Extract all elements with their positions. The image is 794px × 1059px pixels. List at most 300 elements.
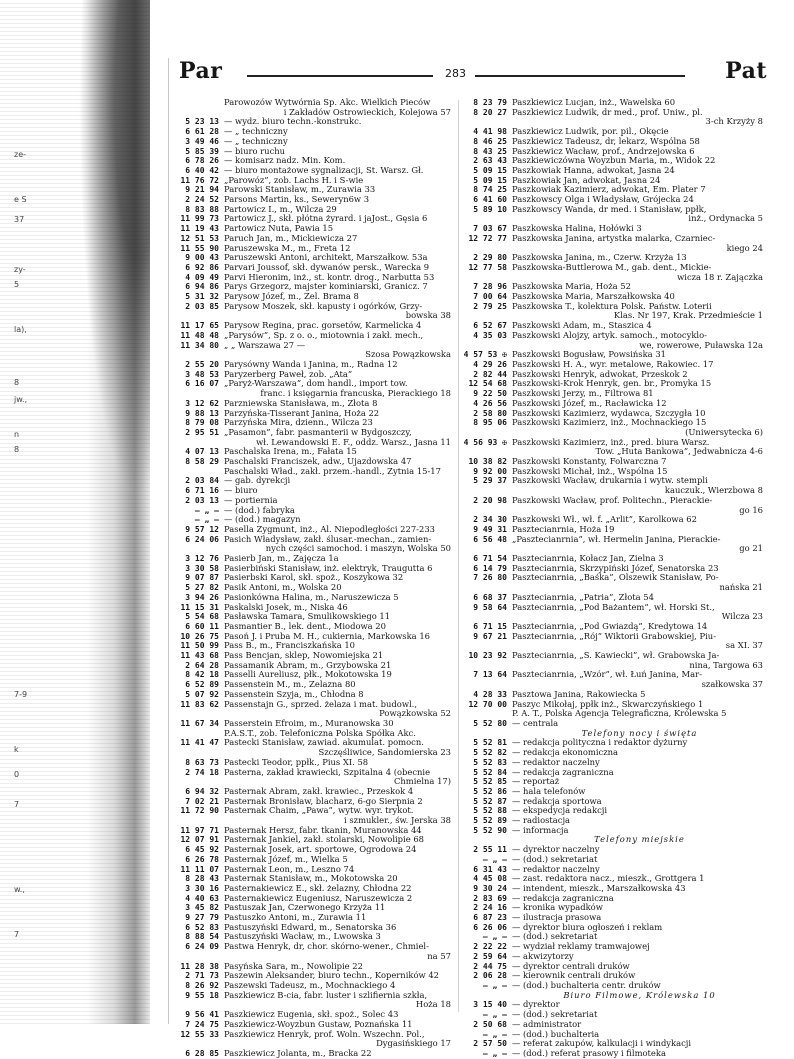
phone-number: 7 26 80 — [473, 573, 507, 583]
phone-number: 9 49 31 — [473, 524, 507, 534]
entry-text: „Parowóz”, zob. Lachs H. i S-wie — [224, 175, 364, 185]
directory-entry — [463, 214, 767, 224]
directory-entry — [463, 389, 767, 399]
directory-entry — [463, 787, 767, 797]
phone-number: 6 52 67 — [473, 321, 507, 331]
entry-continuation: (Uniwersytecka 6) — [685, 427, 763, 437]
phone-number: 5 54 68 — [185, 612, 219, 622]
directory-entry — [463, 302, 767, 312]
phone-number — [175, 438, 224, 448]
directory-entry — [175, 709, 455, 719]
entry-text: — ilustracja prasowa — [512, 913, 602, 923]
phone-number: 8 58 29 — [185, 457, 219, 467]
phone-number: 6 24 06 — [185, 534, 219, 544]
entry-text: Pasternakiewicz E., skł. żelazny, Chłodna 22 — [224, 883, 412, 893]
directory-entry — [175, 884, 455, 894]
entry-text: Paszkowski Kazimierz, wydawca, Szczygła 10 — [512, 408, 706, 418]
phone-number: 6 52 89 — [185, 680, 219, 690]
directory-entry — [175, 923, 455, 933]
phone-number: 2 79 25 — [473, 301, 507, 311]
right-column — [463, 98, 767, 1059]
directory-entry — [463, 234, 767, 244]
entry-text: „Parysów”, Sp. z o. o., miotownia i zakł. mech., — [224, 330, 424, 340]
entry-text: — biuro montażowe sygnalizacji, St. Warsz. Gł. — [224, 165, 424, 175]
phone-number: 11 41 47 — [180, 738, 219, 748]
entry-text: Pasternak Jankiel, zakł. stolarski, Nowolipie 68 — [224, 835, 424, 845]
directory-entry — [175, 457, 455, 467]
binding-mark: 7 — [14, 800, 20, 809]
book-binding-edge — [0, 0, 150, 1024]
entry-text: — redaktor naczelny — [512, 864, 600, 874]
directory-entry — [463, 156, 767, 166]
directory-entry — [175, 729, 455, 739]
entry-text: Paszkiewicz Lucjan, inż., Wawelska 60 — [512, 98, 676, 107]
directory-entry — [175, 748, 455, 758]
phone-number: 10 23 92 — [468, 651, 507, 661]
entry-continuation: Chmielna 17) — [393, 777, 451, 787]
header-left-guide: Par — [179, 58, 223, 84]
section-heading-row — [463, 729, 767, 739]
phone-number: 12 51 53 — [180, 233, 219, 243]
phone-number — [463, 544, 512, 554]
directory-entry — [175, 971, 455, 981]
directory-entry — [175, 1039, 455, 1049]
directory-entry — [463, 467, 767, 477]
phone-number — [463, 835, 512, 845]
phone-number: 4 57 53 ✠ — [463, 350, 507, 360]
directory-entry — [175, 302, 455, 312]
entry-text: Paschalski Wład., zakł. przem.-handl., Żytnia 15-17 — [224, 466, 441, 476]
phone-number — [175, 777, 224, 787]
phone-number: — „ — — [194, 505, 219, 515]
entry-text: „Pasztecianrnia”, wł. Hermelin Janina, Pierackie- — [512, 534, 721, 544]
phone-number — [175, 389, 224, 399]
directory-entry — [463, 632, 767, 642]
phone-number: 6 61 28 — [185, 127, 219, 137]
left-column — [175, 98, 455, 1059]
directory-entry — [463, 350, 767, 360]
directory-entry — [463, 224, 767, 234]
phone-number: 7 24 75 — [185, 1019, 219, 1029]
phone-number — [463, 273, 512, 283]
page-number: 283 — [445, 67, 466, 80]
phone-number — [175, 544, 224, 554]
entry-text: Paszkiewicz Jolanta, m., Bracka 22 — [224, 1048, 372, 1058]
directory-entry — [175, 700, 455, 710]
phone-number: 9 88 13 — [185, 408, 219, 418]
directory-entry — [175, 447, 455, 457]
directory-entry — [463, 506, 767, 516]
entry-text: Paschalska Irena, m., Fałata 15 — [224, 447, 357, 457]
entry-text: Paszkowski Józef, m., Racławicka 12 — [512, 398, 667, 408]
entry-text: Pasztecianrnia, „Baśka”, Olszewik Stanisław, Po- — [512, 573, 719, 583]
phone-number: 6 28 85 — [185, 1048, 219, 1058]
directory-entry — [175, 816, 455, 826]
binding-mark: zy- — [14, 265, 26, 274]
phone-number: — „ — — [482, 1010, 507, 1020]
phone-number: 11 19 43 — [180, 224, 219, 234]
entry-continuation: wicza 18 r. Zajączka — [677, 272, 763, 282]
directory-entry — [175, 253, 455, 263]
entry-text: Parsons Martin, ks., Seweryn6w 3 — [224, 195, 370, 205]
directory-entry — [175, 156, 455, 166]
phone-number: 4 26 56 — [473, 398, 507, 408]
entry-text: Paszkowski Wacław, prof. Politechn., Pierackie- — [512, 495, 713, 505]
entry-text: Pasławska Tamara, Smulikowskiego 11 — [224, 612, 391, 622]
entry-text: Parysow Moszek, skł. kapusty i ogórków, Grzy- — [224, 301, 423, 311]
directory-entry — [175, 137, 455, 147]
entry-text: Pastuszyński Edward, m., Senatorska 36 — [224, 922, 397, 932]
phone-number: 10 38 82 — [468, 457, 507, 467]
phone-number: 2 44 75 — [473, 961, 507, 971]
phone-number: 5 52 83 — [473, 757, 507, 767]
directory-entry — [175, 486, 455, 496]
entry-text: Pasztecianrnia, Kołacz Jan, Zielna 3 — [512, 554, 664, 564]
phone-number — [463, 583, 512, 593]
phone-number: 2 55 11 — [473, 845, 507, 855]
entry-continuation: Klas. Nr 197, Krak. Przedmieście 1 — [613, 311, 763, 321]
directory-entry — [463, 932, 767, 942]
entry-text: — (dod.) magazyn — [224, 515, 301, 525]
phone-number: 5 09 15 — [473, 175, 507, 185]
entry-text: — informacja — [512, 825, 569, 835]
section-heading: Telefony nocy i święta — [581, 728, 698, 738]
directory-entry — [463, 321, 767, 331]
entry-text: — „ techniczny — [224, 127, 288, 137]
phone-number: 9 92 00 — [473, 466, 507, 476]
entry-text: Pass B., m., Franciszkańska 10 — [224, 641, 356, 651]
phone-number: 2 06 28 — [473, 971, 507, 981]
phone-number: 2 20 98 — [473, 495, 507, 505]
phone-number: 5 89 10 — [473, 204, 507, 214]
entry-text: — administrator — [512, 1019, 582, 1029]
entry-continuation: na 57 — [427, 951, 451, 961]
directory-entry — [463, 253, 767, 263]
directory-entry — [175, 826, 455, 836]
directory-entry — [463, 826, 767, 836]
directory-entry — [175, 185, 455, 195]
directory-entry — [463, 1010, 767, 1020]
entry-text: Paszkowski Adam, m., Staszica 4 — [512, 321, 652, 331]
entry-text: — centrala — [512, 719, 559, 728]
directory-entry — [175, 1049, 455, 1059]
entry-text: Partowicz Nuta, Pawia 15 — [224, 224, 334, 234]
phone-number: 11 72 90 — [180, 806, 219, 816]
entry-continuation: nańska 21 — [719, 583, 763, 593]
phone-number: 5 31 32 — [185, 292, 219, 302]
directory-entry — [175, 855, 455, 865]
phone-number: 7 02 21 — [185, 796, 219, 806]
directory-entry — [175, 389, 455, 399]
phone-number: 11 76 72 — [180, 175, 219, 185]
directory-entry — [463, 748, 767, 758]
entry-text: Passelli Aureliusz, płk., Mokotowska 19 — [224, 670, 392, 680]
binding-mark: n — [14, 430, 20, 439]
entry-text: Paszkiewicz-Woyzbun Gustaw, Poznańska 11 — [224, 1019, 413, 1029]
phone-number: 11 67 34 — [180, 719, 219, 728]
phone-number: 8 43 25 — [473, 146, 507, 156]
phone-number: 7 03 67 — [473, 224, 507, 234]
directory-entry — [175, 593, 455, 603]
binding-mark: jw., — [14, 395, 28, 404]
entry-text: Pastecki Teodor, ppłk., Pius XI. 58 — [224, 757, 369, 767]
phone-number: 4 40 63 — [185, 893, 219, 903]
entry-text: Paszkowiak Kazimierz, adwokat, Em. Plater 7 — [512, 185, 706, 195]
phone-number: 5 52 88 — [473, 806, 507, 816]
phone-number: 3 12 62 — [185, 398, 219, 408]
entry-text: — gab. dyrekcji — [224, 476, 291, 486]
directory-entry — [175, 544, 455, 554]
directory-entry — [175, 690, 455, 700]
phone-number: 3 30 16 — [185, 883, 219, 893]
directory-entry — [175, 331, 455, 341]
directory-entry — [463, 738, 767, 748]
phone-number — [175, 816, 224, 826]
directory-entry — [463, 962, 767, 972]
binding-mark: 8 — [14, 378, 20, 387]
directory-entry — [175, 525, 455, 535]
entry-text: — (dod.) fabryka — [224, 505, 295, 515]
entry-text: Paszkiewicz Ludwik, por. pil., Okęcie — [512, 127, 669, 137]
entry-text: „ „ Warszawa 27 — — [224, 340, 306, 350]
directory-entry — [175, 311, 455, 321]
phone-number — [175, 729, 224, 739]
entry-continuation: Szosa Powązkowska — [365, 350, 451, 360]
directory-entry — [175, 651, 455, 661]
directory-entry — [175, 865, 455, 875]
phone-number: 9 67 21 — [473, 631, 507, 641]
directory-entry — [463, 176, 767, 186]
phone-number: 9 00 43 — [185, 253, 219, 263]
entry-text: Pasich Władysław, zakł. ślusar.-mechan., zamien- — [224, 534, 432, 544]
phone-number: 12 72 77 — [468, 233, 507, 243]
entry-text: — komisarz nadz. Min. Kom. — [224, 156, 346, 166]
phone-number: 11 28 38 — [180, 961, 219, 971]
entry-text: Pastuszyński Wacław, m., Lwowska 3 — [224, 932, 381, 942]
phone-number — [463, 506, 512, 516]
directory-entry — [175, 428, 455, 438]
directory-entry — [175, 1030, 455, 1040]
directory-entry — [175, 127, 455, 137]
directory-entry — [463, 612, 767, 622]
binding-mark: 37 — [14, 215, 25, 224]
directory-entry — [463, 865, 767, 875]
phone-number: 2 64 28 — [185, 660, 219, 670]
phone-number — [463, 486, 512, 496]
phone-number — [175, 748, 224, 758]
directory-entry — [463, 525, 767, 535]
directory-entry — [463, 195, 767, 205]
directory-entry — [463, 641, 767, 651]
directory-entry — [175, 952, 455, 962]
directory-entry — [463, 535, 767, 545]
phone-number: 3 94 26 — [185, 592, 219, 602]
entry-text: Pasztecianrnia, „Patria”, Złota 54 — [512, 592, 654, 602]
directory-entry — [463, 1049, 767, 1059]
directory-entry — [463, 894, 767, 904]
entry-text: Pastecki Stanisław, zawiad. akumulat. pomocn. — [224, 738, 424, 748]
entry-text: Paszkowiak Jan, adwokat, Jasna 24 — [512, 175, 661, 185]
directory-entry — [175, 583, 455, 593]
directory-entry — [175, 1020, 455, 1030]
directory-entry — [463, 661, 767, 671]
directory-entry — [175, 942, 455, 952]
phone-number: 3 48 53 — [185, 369, 219, 379]
directory-entry — [175, 205, 455, 215]
header-rule-right — [475, 75, 685, 77]
entry-continuation: inż., Ordynacka 5 — [688, 214, 763, 224]
directory-entry — [463, 1030, 767, 1040]
phone-number: 2 57 50 — [473, 1039, 507, 1049]
directory-entry — [175, 768, 455, 778]
phone-number: 5 07 92 — [185, 689, 219, 699]
directory-entry — [175, 787, 455, 797]
directory-entry — [175, 224, 455, 234]
phone-number: 7 28 96 — [473, 282, 507, 292]
phone-number — [463, 447, 512, 457]
directory-entry — [175, 680, 455, 690]
entry-text: — intendent, mieszk., Marszałkowska 43 — [512, 883, 686, 893]
directory-entry — [175, 166, 455, 176]
phone-number: 6 40 42 — [185, 165, 219, 175]
directory-entry — [175, 670, 455, 680]
phone-number: 9 58 64 — [473, 602, 507, 612]
entry-text: — (dod.) buchalteria — [512, 1029, 600, 1039]
entry-text: Pasternak Stanisław, m., Mokotowska 20 — [224, 874, 398, 884]
directory-entry — [463, 622, 767, 632]
entry-text: „Paryż-Warszawa”, dom handl., import tow. — [224, 379, 408, 389]
directory-entry — [175, 341, 455, 351]
directory-entry — [175, 195, 455, 205]
phone-number — [175, 350, 224, 360]
entry-text: — radiostacja — [512, 816, 571, 826]
phone-number: 5 23 13 — [185, 117, 219, 127]
phone-number: 4 09 49 — [185, 272, 219, 282]
entry-text: Paszkowska-Buttlerowa M., gab. dent., Mickie- — [512, 262, 712, 272]
entry-text: Parowozów Wytwórnia Sp. Akc. Wielkich Pieców — [224, 98, 431, 107]
phone-number: 11 48 48 — [180, 330, 219, 340]
directory-entry — [175, 603, 455, 613]
phone-number — [463, 991, 512, 1001]
phone-number: 12 54 68 — [468, 379, 507, 389]
phone-number: — „ — — [482, 854, 507, 864]
directory-entry — [463, 1000, 767, 1010]
directory-entry — [175, 622, 455, 632]
phone-number: 11 97 71 — [180, 825, 219, 835]
phone-number: 2 74 18 — [185, 767, 219, 777]
phone-number: 12 70 00 — [468, 699, 507, 709]
entry-text: Pasierbiński Stanisław, inż. elektryk, Traugutta 6 — [224, 563, 433, 573]
phone-number: 5 52 84 — [473, 767, 507, 777]
entry-text: Passenstajn G., sprzed. żelaza i mat. budowl., — [224, 699, 418, 709]
entry-text: Paszkiewicz Wacław, prof., Andrzejowska 6 — [512, 146, 695, 156]
entry-text: Parowski Stanisław, m., Żurawia 33 — [224, 185, 376, 195]
binding-mark: w., — [14, 885, 25, 894]
directory-entry — [175, 467, 455, 477]
entry-text: P. A. T., Polska Agencja Telegraficzna, Królewska 5 — [512, 709, 727, 719]
entry-text: Paszkowski Bogusław, Powsińska 31 — [512, 350, 666, 360]
directory-entry — [175, 632, 455, 642]
phone-number: 2 58 80 — [473, 408, 507, 418]
entry-text: Paszkowscy Wanda, dr med. i Stanisław, ppłk, — [512, 204, 707, 214]
phone-number — [175, 108, 224, 118]
phone-number: 6 87 23 — [473, 913, 507, 923]
entry-text: Parysow Józef, m., Żel. Brama 8 — [224, 292, 359, 302]
entry-continuation: kauczuk., Wierzbowa 8 — [664, 486, 763, 496]
entry-text: Pasternakiewicz Eugeniusz, Naruszewicza 2 — [224, 893, 413, 903]
entry-text: Paszewin Aleksander, biuro techn., Koperników 42 — [224, 971, 439, 981]
directory-entry — [463, 331, 767, 341]
entry-text: — dyrektor — [512, 1000, 560, 1010]
phone-number: 4 45 08 — [473, 874, 507, 884]
entry-continuation: sa XI. 37 — [725, 641, 763, 651]
phone-number — [175, 467, 224, 477]
phone-number: 8 83 88 — [185, 204, 219, 214]
entry-text: — (dod.) sekretariat — [512, 1010, 598, 1020]
entry-text: Paszkowski Alojzy, artyk. samoch., motocyklo- — [512, 330, 707, 340]
directory-entry — [175, 564, 455, 574]
phone-number: 6 26 78 — [185, 854, 219, 864]
phone-number: 4 07 13 — [185, 447, 219, 457]
directory-entry — [175, 835, 455, 845]
entry-text: Parvi Hieronim, inż., st. kontr. drog., Narbutta 53 — [224, 272, 435, 282]
phone-number: 6 78 26 — [185, 156, 219, 166]
directory-entry — [175, 845, 455, 855]
phone-number: 6 71 15 — [473, 621, 507, 631]
entry-continuation: bowska 38 — [405, 311, 451, 321]
entry-text: Paruch Jan, m., Mickiewicza 27 — [224, 233, 358, 243]
directory-entry — [175, 641, 455, 651]
entry-text: Pasztecianrnia, „S. Kawiecki”, wł. Grabowska Ja- — [512, 651, 720, 661]
entry-text: — dyrektor centrali druków — [512, 961, 630, 971]
phone-number: 6 94 32 — [185, 786, 219, 796]
directory-entry — [463, 874, 767, 884]
entry-text: Pasella Zygmunt, inż., Al. Niepodległości 227-233 — [224, 524, 435, 534]
entry-text: Paszkowski Jerzy, m., Filtrowa 81 — [512, 389, 654, 399]
directory-entry — [463, 311, 767, 321]
entry-text: — (dod.) buchalteria centr. druków — [512, 980, 661, 990]
phone-number: 2 24 16 — [473, 903, 507, 913]
entry-text: Paszkiewicz B-cia, fabr. luster i szlifiernia szkła, — [224, 990, 428, 1000]
entry-text: Paszkowski-Krok Henryk, gen. br., Promyka 15 — [512, 379, 712, 389]
entry-text: Pasternak Hersz, fabr. tkanin, Muranowska 44 — [224, 825, 422, 835]
phone-number: 11 15 31 — [180, 602, 219, 612]
entry-continuation: go 21 — [739, 544, 763, 554]
phone-number: 6 94 86 — [185, 282, 219, 292]
header-rule-left — [247, 75, 433, 77]
directory-entry — [463, 777, 767, 787]
phone-number: 2 71 73 — [185, 971, 219, 981]
directory-entry — [463, 554, 767, 564]
entry-continuation: Dygasińskiego 17 — [376, 1039, 451, 1049]
phone-number: 3 30 58 — [185, 563, 219, 573]
phone-number: 6 71 16 — [185, 486, 219, 496]
phone-number: 11 11 07 — [180, 864, 219, 874]
phone-number: 12 55 33 — [180, 1029, 219, 1039]
entry-continuation: i Zakładów Ostrowieckich, Kolejowa 57 — [283, 107, 451, 117]
entry-text: Paszkowski Henryk, adwokat, Przeskok 2 — [512, 369, 688, 379]
phone-number: 9 22 50 — [473, 389, 507, 399]
directory-entry — [463, 263, 767, 273]
phone-number: 4 35 03 — [473, 330, 507, 340]
entry-text: — redaktor naczelny — [512, 757, 600, 767]
entry-continuation: franc. i księgarnia francuska, Pierackiego 18 — [260, 389, 451, 399]
directory-entry — [463, 127, 767, 137]
entry-text: Paszkowski Michał, inż., Wspólna 15 — [512, 466, 668, 476]
phone-number: 5 29 37 — [473, 476, 507, 486]
entry-text: Paszkiewicz Eugenia, skł. spoż., Solec 43 — [224, 1010, 399, 1020]
directory-entry — [463, 428, 767, 438]
